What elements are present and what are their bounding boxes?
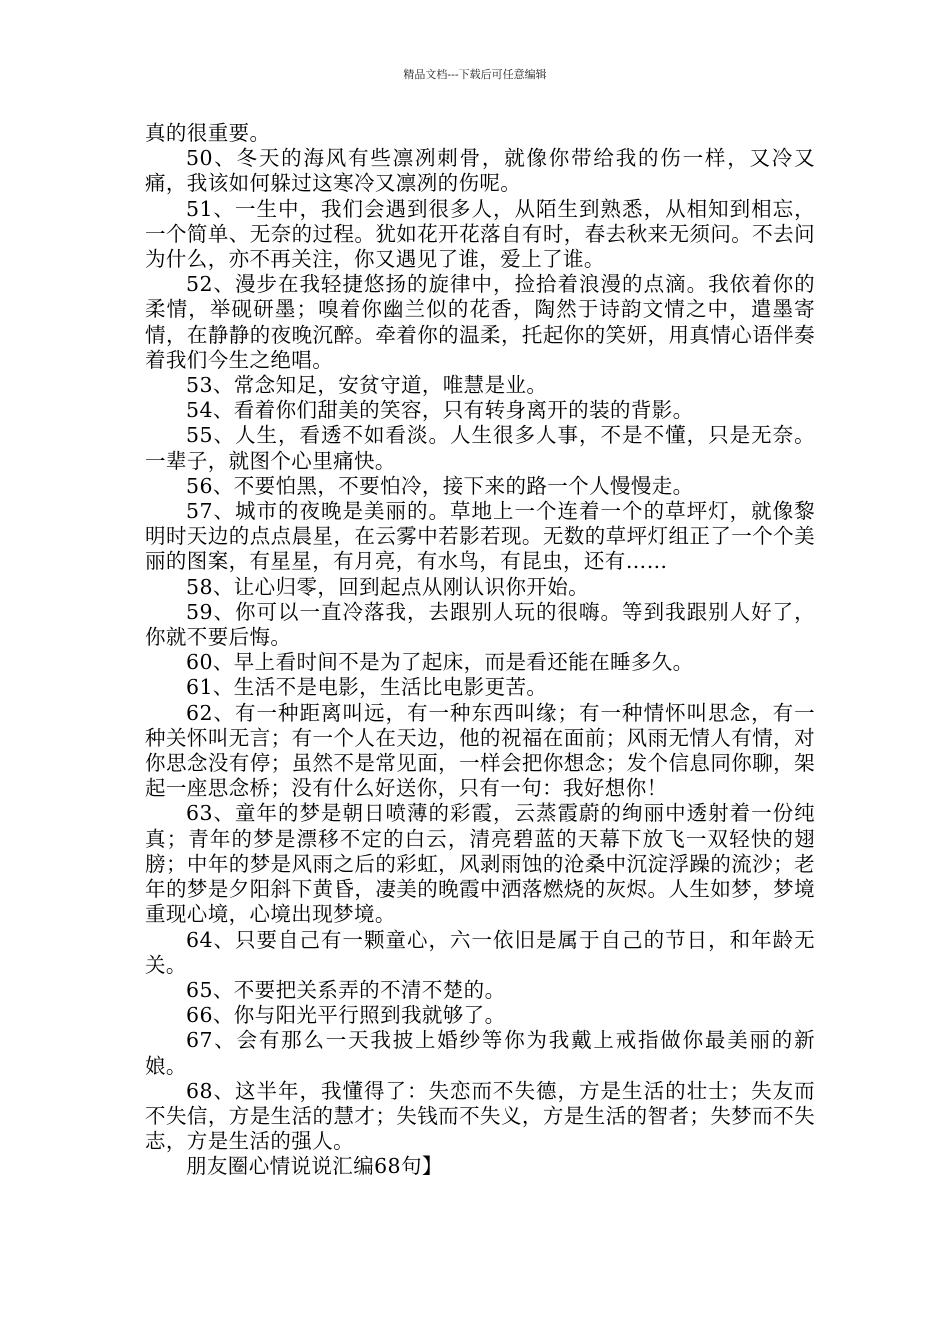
paragraph: 真的很重要。 <box>145 121 271 145</box>
paragraph: 59、你可以一直冷落我，去跟别人玩的很嗨。等到我跟别人好了，你就不要后悔。 <box>145 599 815 650</box>
page-header: 精品文档---下载后可任意编辑 <box>403 68 547 81</box>
paragraph: 58、让心归零，回到起点从刚认识你开始。 <box>186 574 590 599</box>
paragraph: 63、童年的梦是朝日喷薄的彩霞，云蒸霞蔚的绚丽中透射着一份纯真；青年的梦是漂移不定的白云，清亮碧蓝的天幕下放飞一双轻快的翅膀；中年的梦是风雨之后的彩虹，风剥雨蚀的沧桑中沉淀浮躁的流沙；老年的梦是夕阳斜下黄昏，凄美的晚霞中洒落燃烧的灰烬。人生如梦，梦境重现心境，心境出现梦境。 <box>145 801 815 927</box>
paragraph: 57、城市的夜晚是美丽的。草地上一个连着一个的草坪灯，就像黎明时天边的点点晨星，在云雾中若影若现。无数的草坪灯组正了一个个美丽的图案，有星星，有月亮，有水鸟，有昆虫，还有…… <box>145 499 815 574</box>
paragraph: 61、生活不是电影，生活比电影更苦。 <box>186 675 548 700</box>
paragraph: 68、这半年，我懂得了：失恋而不失德，方是生活的壮士；失友而不失信，方是生活的慧才；失钱而不失义，方是生活的智者；失梦而不失志，方是生活的强人。 <box>145 1078 815 1154</box>
document-body <box>145 121 815 1180</box>
paragraph: 54、看着你们甜美的笑容，只有转身离开的装的背影。 <box>186 398 694 423</box>
paragraph: 60、早上看时间不是为了起床，而是看还能在睡多久。 <box>186 650 694 675</box>
paragraph: 50、冬天的海风有些凛冽刺骨，就像你带给我的伤一样，又冷又痛，我该如何躲过这寒冷又凛冽的伤呢。 <box>145 146 815 196</box>
paragraph: 66、你与阳光平行照到我就够了。 <box>186 1003 506 1028</box>
paragraph: 51、一生中，我们会遇到很多人，从陌生到熟悉，从相知到相忘，一个简单、无奈的过程。犹如花开花落自有时，春去秋来无须问。不去问为什么，亦不再关注，你又遇见了谁，爱上了谁。 <box>145 196 815 272</box>
paragraph: 64、只要自己有一颗童心，六一依旧是属于自己的节日，和年龄无关。 <box>145 927 815 977</box>
paragraph: 55、人生，看透不如看淡。人生很多人事，不是不懂，只是无奈。一辈子，就图个心里痛快。 <box>145 423 815 473</box>
paragraph: 52、漫步在我轻捷悠扬的旋律中，捡拾着浪漫的点滴。我依着你的柔情，举砚研墨；嗅着你幽兰似的花香，陶然于诗韵文情之中，遣墨寄情，在静静的夜晚沉醉。牵着你的温柔，托起你的笑妍，用真情心语伴奏着我们今生之绝唱。 <box>145 272 815 372</box>
paragraph: 62、有一种距离叫远，有一种东西叫缘；有一种情怀叫思念，有一种关怀叫无言；有一个人在天边，他的祝福在面前；风雨无情人有情，对你思念没有停；虽然不是常见面，一样会把你想念；发个信息同你聊，架起一座思念桥；没有什么好送你，只有一句：我好想你！ <box>145 700 815 801</box>
paragraph: 65、不要把关系弄的不清不楚的。 <box>186 977 506 1002</box>
paragraph: 67、会有那么一天我披上婚纱等你为我戴上戒指做你最美丽的新娘。 <box>145 1028 815 1078</box>
paragraph: 56、不要怕黑，不要怕冷，接下来的路一个人慢慢走。 <box>186 473 694 498</box>
paragraph: 朋友圈心情说说汇编68句】 <box>186 1154 443 1179</box>
paragraph: 53、常念知足，安贫守道，唯慧是业。 <box>186 373 548 398</box>
